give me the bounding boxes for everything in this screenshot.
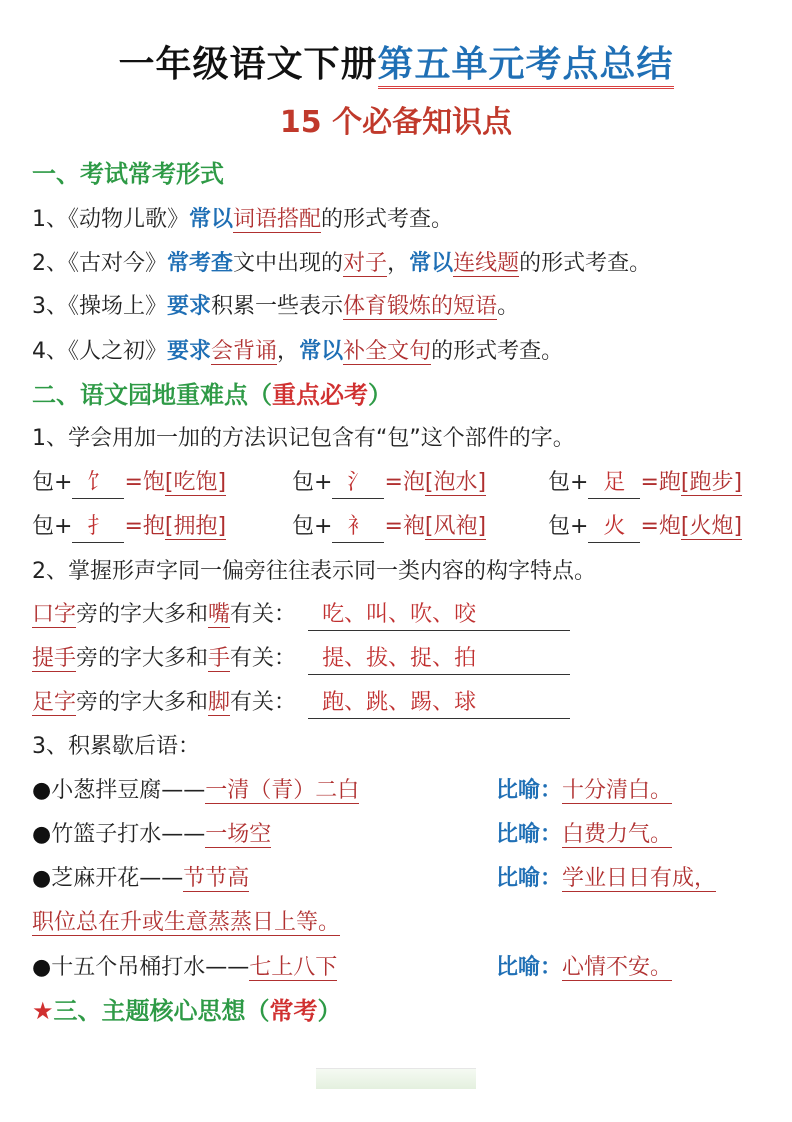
radical-blank: 饣 [72, 468, 124, 499]
underlined-answer: 体育锻炼的短语 [343, 294, 498, 319]
heading-text: 三、主题核心思想（ [53, 997, 270, 1025]
heading-emphasis: 重点必考 [272, 381, 368, 409]
char-base: 包+ [292, 470, 333, 495]
char-result: =跑 [640, 470, 681, 495]
meaning-label: 比喻： [496, 822, 563, 847]
book-title: 《人之初》 [68, 339, 168, 364]
s2-point-2: 2、掌握形声字同一偏旁往往表示同一类内容的构字特点。 [32, 559, 596, 584]
separator: ， [387, 251, 410, 276]
title-unit: 第五单元考点总结 [378, 44, 674, 89]
radical-blank: 火 [588, 512, 640, 543]
keyword: 常以 [299, 339, 344, 364]
xiehouyu-row-3-cont [32, 906, 340, 940]
keyword: 常以 [189, 207, 234, 232]
heading-emphasis: 常考 [269, 997, 318, 1025]
radical-tail: 有关： [230, 646, 297, 671]
char-item [548, 510, 742, 544]
keyword: 要求 [167, 294, 212, 319]
radical-text: 旁的字大多和 [76, 602, 209, 627]
xiehouyu-back: 节节高 [183, 866, 250, 891]
underlined-answer: 会背诵 [211, 339, 278, 364]
char-item [32, 466, 226, 500]
char-word: [风袍] [424, 514, 487, 539]
xiehouyu-meaning: 十分清白。 [562, 778, 673, 803]
xiehouyu-meaning: 白费力气。 [562, 822, 673, 847]
underlined-answer: 对子 [343, 251, 388, 276]
char-item [292, 510, 486, 544]
char-result: =抱 [124, 514, 165, 539]
underlined-answer: 词语搭配 [233, 207, 322, 232]
bullet-icon: ● [32, 822, 52, 847]
radical-name: 提手 [32, 646, 77, 671]
radical-text: 旁的字大多和 [76, 646, 209, 671]
s1-item-1 [32, 203, 453, 237]
radical-blank: 足 [588, 468, 640, 499]
radical-name: 足字 [32, 690, 77, 715]
item-number: 4、 [32, 339, 68, 364]
item-tail: 的形式考查。 [519, 251, 652, 276]
char-base: 包+ [548, 470, 589, 495]
item-text: 文中出现的 [233, 251, 344, 276]
section2-heading [32, 378, 392, 412]
s2-point-1: 1、学会用加一加的方法识记包含有“包”这个部件的字。 [32, 426, 575, 451]
xiehouyu-meaning-group [496, 818, 672, 852]
item-tail: 的形式考查。 [321, 207, 454, 232]
bullet-icon: ● [32, 778, 52, 803]
radical-row-2 [32, 642, 570, 676]
char-base: 包+ [32, 470, 73, 495]
keyword: 常考查 [167, 251, 234, 276]
book-title: 《操场上》 [68, 294, 168, 319]
radical-row-1 [32, 598, 570, 632]
meaning-label: 比喻： [496, 955, 563, 980]
xiehouyu-meaning-cont: 职位总在升或生意蒸蒸日上等。 [32, 910, 341, 935]
xiehouyu-front: 竹篮子打水—— [51, 822, 206, 847]
bullet-icon: ● [32, 955, 52, 980]
item-number: 3、 [32, 294, 68, 319]
radical-text: 旁的字大多和 [76, 690, 209, 715]
radical-tail: 有关： [230, 690, 297, 715]
xiehouyu-meaning-group [496, 774, 672, 808]
radical-answer: 提、拔、捉、拍 [308, 644, 570, 675]
section3-heading [32, 994, 342, 1028]
separator: ， [277, 339, 300, 364]
xiehouyu-meaning: 学业日日有成， [562, 866, 717, 891]
item-tail: 的形式考查。 [431, 339, 564, 364]
s1-item-4 [32, 335, 563, 369]
underlined-answer: 连线题 [453, 251, 520, 276]
section1-heading: 一、考试常考形式 [32, 160, 224, 188]
char-result: =饱 [124, 470, 165, 495]
xiehouyu-phrase [32, 951, 337, 985]
xiehouyu-back: 一场空 [205, 822, 272, 847]
xiehouyu-meaning-group [496, 951, 672, 985]
book-title: 《古对今》 [68, 251, 168, 276]
item-text: 积累一些表示 [211, 294, 344, 319]
xiehouyu-back: 一清（青）二白 [205, 778, 360, 803]
char-base: 包+ [548, 514, 589, 539]
page-title [0, 38, 792, 92]
item-number: 2、 [32, 251, 68, 276]
char-result: =袍 [384, 514, 425, 539]
keyword: 常以 [409, 251, 454, 276]
char-base: 包+ [32, 514, 73, 539]
xiehouyu-meaning: 心情不安。 [562, 955, 673, 980]
xiehouyu-meaning-group [496, 862, 716, 896]
radical-row-3 [32, 686, 570, 720]
char-result: =炮 [640, 514, 681, 539]
xiehouyu-phrase [32, 774, 359, 808]
heading-text: ） [317, 997, 342, 1025]
char-base: 包+ [292, 514, 333, 539]
underlined-answer: 补全文句 [343, 339, 432, 364]
char-word: [跑步] [680, 470, 743, 495]
radical-blank: 扌 [72, 512, 124, 543]
char-word: [泡水] [424, 470, 487, 495]
item-number: 1、 [32, 207, 68, 232]
char-item [32, 510, 226, 544]
title-grade: 一年级语文下册 [118, 44, 378, 85]
radical-blank: 氵 [332, 468, 384, 499]
s1-item-3 [32, 290, 519, 324]
char-word: [拥抱] [164, 514, 227, 539]
meaning-label: 比喻： [496, 778, 563, 803]
heading-text: 二、语文园地重难点（ [32, 381, 272, 409]
meaning-label: 比喻： [496, 866, 563, 891]
radical-key: 手 [208, 646, 231, 671]
star-icon: ★ [32, 997, 54, 1025]
char-item [548, 466, 742, 500]
radical-name: 口字 [32, 602, 77, 627]
char-item [292, 466, 486, 500]
book-title: 《动物儿歌》 [68, 207, 190, 232]
bullet-icon: ● [32, 866, 52, 891]
radical-key: 脚 [208, 690, 231, 715]
xiehouyu-phrase [32, 818, 271, 852]
radical-answer: 吃、叫、吹、咬 [308, 600, 570, 631]
s2-point-3: 3、积累歇后语： [32, 734, 200, 759]
xiehouyu-front: 芝麻开花—— [51, 866, 184, 891]
bottom-image-fragment [316, 1068, 476, 1089]
s1-item-2 [32, 247, 651, 281]
xiehouyu-phrase [32, 862, 249, 896]
char-result: =泡 [384, 470, 425, 495]
char-word: [吃饱] [164, 470, 227, 495]
xiehouyu-back: 七上八下 [249, 955, 338, 980]
char-word: [火炮] [680, 514, 743, 539]
keyword: 要求 [167, 339, 212, 364]
radical-key: 嘴 [208, 602, 231, 627]
radical-tail: 有关： [230, 602, 297, 627]
heading-text: ） [368, 381, 392, 409]
xiehouyu-front: 小葱拌豆腐—— [51, 778, 206, 803]
item-tail: 。 [497, 294, 520, 319]
radical-blank: 衤 [332, 512, 384, 543]
xiehouyu-front: 十五个吊桶打水—— [51, 955, 250, 980]
radical-answer: 跑、跳、踢、球 [308, 688, 570, 719]
page-subtitle: 15 个必备知识点 [279, 105, 513, 140]
